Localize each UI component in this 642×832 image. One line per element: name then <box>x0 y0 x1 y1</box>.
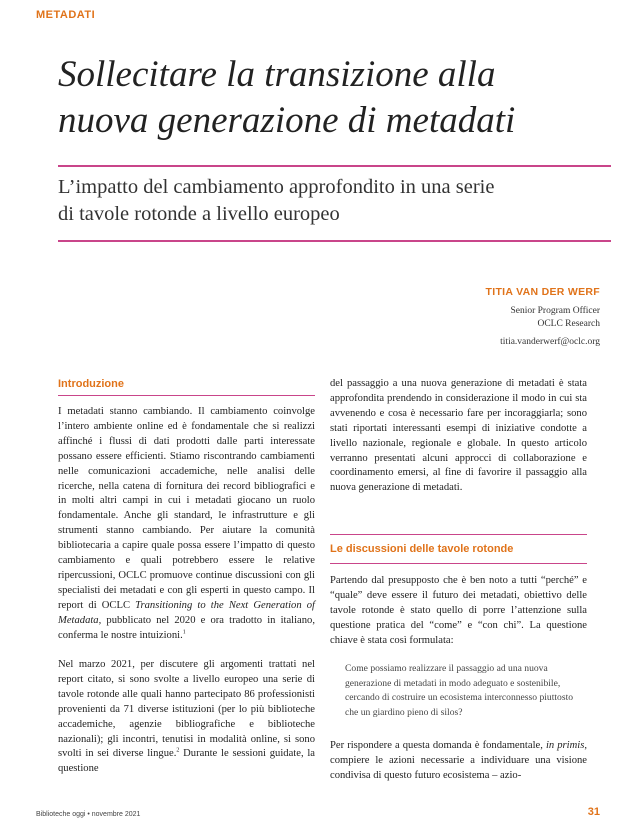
intro-text-2: Nel marzo 2021, per discutere gli argomenti trattati nel report citato, si sono svolte a livello europeo una serie di tavole rotonde alle quali hanno partecipato 86 professionisti provenienti da 71 diverse istituzioni (per lo più biblioteche accademiche, agenzie bibliografiche e biblioteche nazionali); gli incontri, tenutisi in modalità online, si sono svolti in sei diverse lingue. <box>58 659 315 760</box>
answer-text-italic: in primis <box>545 740 585 751</box>
section-heading-discussioni: Le discussioni delle tavole rotonde <box>330 543 514 555</box>
section-divider <box>58 395 315 396</box>
section-divider-2-top <box>330 534 587 535</box>
intro-text: I metadati stanno cambiando. Il cambiamento coinvolge l’intero ambiente online ed è fondamentale che si realizzi affinché i flussi di dati prodotti dalle parti interessate possano essere efficienti. Stiamo riscontrando cambiamenti nelle comunicazioni accademiche, nelle analisi delle ricerche, nella catena di fornitura dei record bibliografici e in molti altri campi in cui i metadati giocano un ruolo fondamentale. Anche gli standard, le infrastrutture e gli strumenti stanno cambiando. Per aiutare la comunità bibliotecaria a capire quale possa essere l’impatto di questo cambiamento e quali potrebbero essere le relative ripercussioni, OCLC promuove continue discussioni con gli specialisti dei metadati e con gli esperti in questo campo. Il report di OCLC <box>58 406 315 611</box>
footer-source: Biblioteche oggi • novembre 2021 <box>36 811 141 818</box>
subtitle-line-2: di tavole rotonde a livello europeo <box>58 203 340 225</box>
intro-paragraph-1 <box>58 405 315 644</box>
footnote-ref-1[interactable]: 1 <box>182 629 186 636</box>
answer-text-end: , compiere le azioni necessarie a individuare una visione condivisa di questo futuro ecosistema – azio- <box>330 740 588 781</box>
title-line-1: Sollecitare la transizione alla <box>58 54 496 95</box>
answer-text-start: Per rispondere a questa domanda è fondamentale, <box>330 740 543 751</box>
footnote-ref-2[interactable]: 2 <box>176 747 180 754</box>
section-heading-introduzione: Introduzione <box>58 378 124 390</box>
title-divider-bottom <box>58 240 611 242</box>
author-organization: OCLC Research <box>537 319 600 329</box>
article-title <box>58 52 618 144</box>
discussion-paragraph: Partendo dal presupposto che è ben noto a tutti “perché” e “quale” deve essere il futuro dei metadati, obiettivo delle tavole rotonde è stato quello di porre l’attenzione sulla questione pratica del “come” e “con chi”. La questione chiave è stata così formulata: <box>330 575 587 646</box>
subtitle-line-1: L’impatto del cambiamento approfondito in una serie <box>58 176 495 198</box>
section-divider-2-bottom <box>330 563 587 564</box>
author-email[interactable]: titia.vanderwerf@oclc.org <box>500 337 600 347</box>
page-number: 31 <box>587 806 600 818</box>
intro-text-end: pubblicato nel 2020 e ora tradotto in italiano, conferma le nostre intuizioni. <box>58 614 315 641</box>
intro-paragraph-2 <box>58 658 315 777</box>
author-name: TITIA VAN DER WERF <box>485 286 600 298</box>
key-question-quote: Come possiamo realizzare il passaggio ad una nuova generazione di metadati in modo adeguato e sostenibile, cercando di costruire un ecosistema interconnesso piuttosto che un giardino pieno di silos? <box>345 663 574 718</box>
title-divider-top <box>58 165 611 167</box>
section-kicker: METADATI <box>36 9 96 21</box>
report-title: Transitioning to the Next Generation of Metadata, <box>58 599 315 626</box>
author-role: Senior Program Officer <box>510 306 600 316</box>
answer-paragraph <box>330 739 587 784</box>
continued-paragraph: del passaggio a una nuova generazione di metadati è stata approfondita prendendo in considerazione il modo in cui sta avvenendo e cosa è necessario fare per incoraggiarla; sono stati riportati interessanti esempi di iniziative condotte a livello nazionale, regionale e globale. In questo articolo verranno presentati alcuni approcci di collaborazione e coordinamento emersi, al fine di favorire il passaggio alla nuova generazione di metadati. <box>330 378 587 494</box>
title-line-2: nuova generazione di metadati <box>58 100 516 141</box>
article-subtitle <box>58 174 618 228</box>
intro-text-2-end: Durante le sessioni guidate, la questione <box>58 748 316 775</box>
author-block <box>486 286 600 349</box>
